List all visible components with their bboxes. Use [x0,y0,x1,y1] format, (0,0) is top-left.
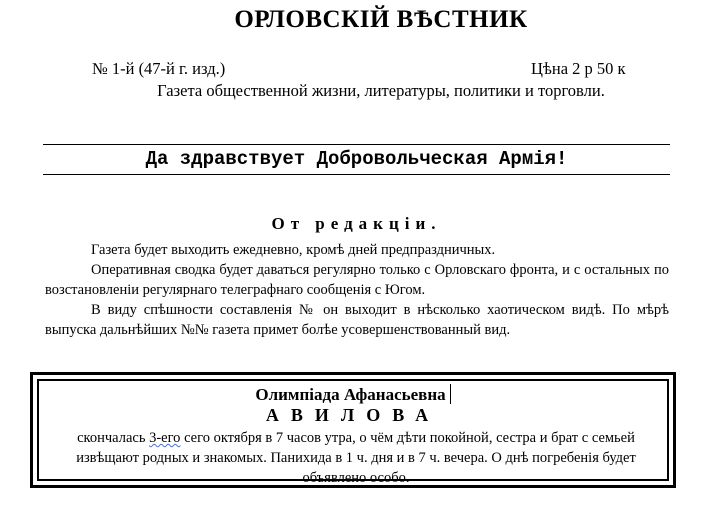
obituary-date-word[interactable]: 3-его [149,430,181,446]
issue-price: Цѣна 2 р 50 к [531,59,626,78]
obituary-text [50,428,662,488]
newspaper-subtitle: Газета общественной жизни, литературы, политики и торговли. [157,81,605,100]
obituary-text-rest: сего октября в 7 часов утра, о чём дѣти покойной, сестра и брат с семьей извѣщают родных и знакомых. Панихида в 1 ч. дня и в 7 ч. вечера. О днѣ погребенія будет объявлено особо. [76,430,636,486]
editorial-paragraph: В виду спѣшности составленія № он выходит в нѣсколько хаотическом видѣ. По мѣрѣ выпуска дальнѣйших №№ газета примет болѣе усовершенствованный вид. [45,302,669,338]
editorial-paragraph: Газета будет выходить ежедневно, кромѣ дней предпраздничных. [91,242,496,258]
editorial-heading: От редакціи. [271,214,442,233]
editorial-body [45,240,669,340]
newspaper-title: ОРЛОВСКІЙ ВѢСТНИК [234,6,528,33]
issue-number: № 1-й (47-й г. изд.) [92,59,226,78]
slogan-top-rule [43,144,670,145]
editorial-paragraph: Оперативная сводка будет даваться регулярно только с Орловскаго фронта, и с остальных по возстановленіи регулярнаго телеграфнаго сообщенія с Югом. [45,262,669,298]
obituary-name [37,384,669,405]
slogan-banner: Да здравствует Добровольческая Армія! [145,148,568,170]
obituary-name-text: Олимпіада Афанасьевна [255,385,446,404]
obituary-text-start: скончалась [77,430,150,446]
obituary-surname: АВИЛОВА [265,405,441,425]
slogan-bottom-rule [43,174,670,175]
text-cursor [450,384,451,404]
